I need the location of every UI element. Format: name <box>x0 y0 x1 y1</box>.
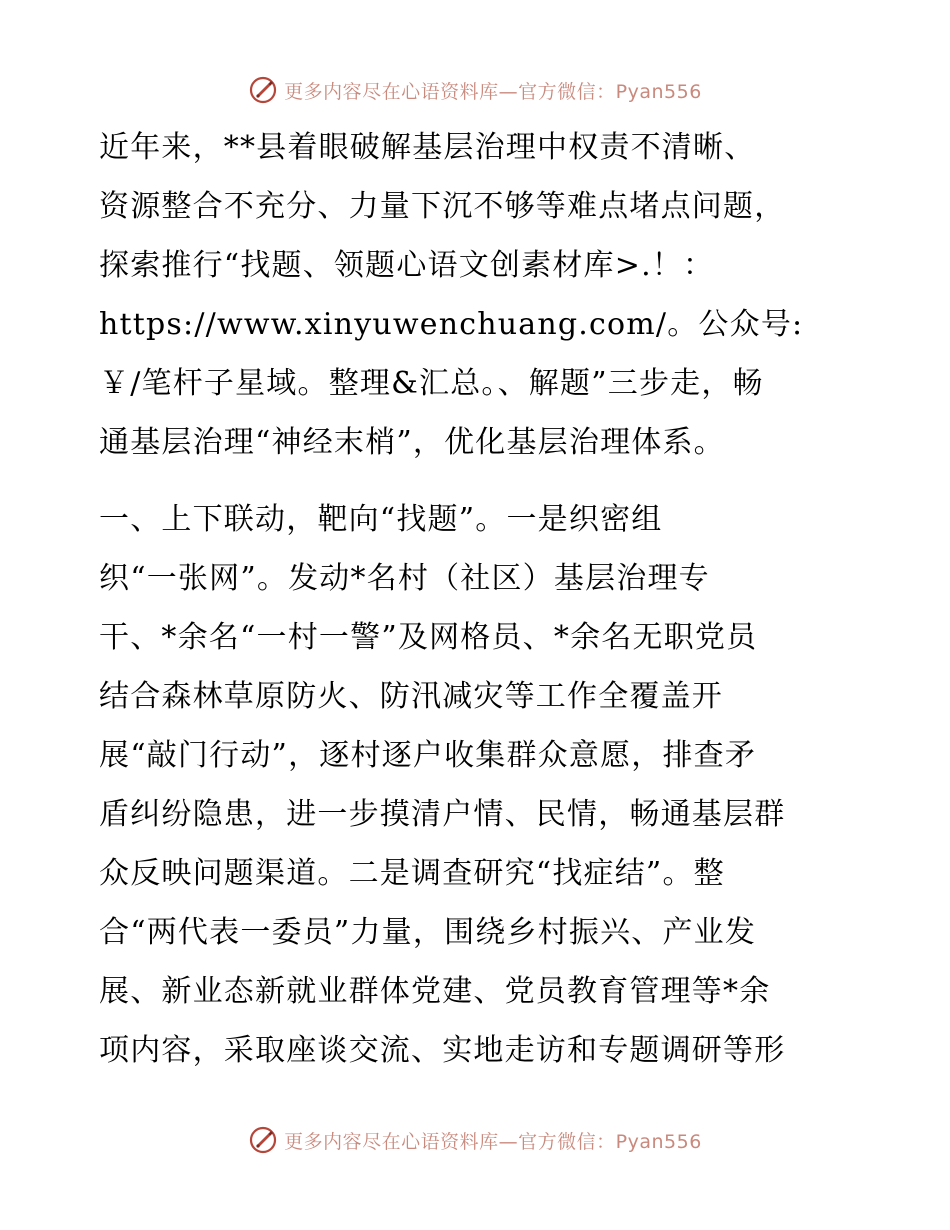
text-line: 展、新业态新就业群体党建、党员教育管理等*余 <box>99 974 771 1009</box>
text-line: 近年来，**县着眼破解基层治理中权责不清晰、 <box>99 130 756 165</box>
text-line: ￥/笔杆子星域。整理&汇总。、解题”三步走，畅 <box>99 366 764 401</box>
document-body <box>99 118 859 1080</box>
text-line: 合“两代表一委员”力量，围绕乡村振兴、产业发 <box>99 915 757 950</box>
text-line: 项内容，采取座谈交流、实地走访和专题调研等形 <box>99 1033 786 1068</box>
footer-banner-text: 更多内容尽在心语资料库—官方微信：Pyan556 <box>284 1130 702 1153</box>
header-banner <box>0 72 950 108</box>
text-line: 盾纠纷隐患，进一步摸清户情、民情，畅通基层群 <box>99 797 786 832</box>
text-line: https://www.xinyuwenchuang.com/。公众号: <box>99 307 804 342</box>
text-line: 通基层治理“神经末梢”，优化基层治理体系。 <box>99 425 725 460</box>
text-line: 众反映问题渠道。二是调查研究“找症结”。整 <box>99 856 725 891</box>
footer-banner <box>0 1122 950 1158</box>
text-line: 展“敲门行动”，逐村逐户收集群众意愿，排查矛 <box>99 738 757 773</box>
paragraph-2 <box>99 490 859 1080</box>
text-line: 结合森林草原防火、防汛减灾等工作全覆盖开 <box>99 679 723 714</box>
seal-logo-icon <box>248 75 278 105</box>
text-line: 资源整合不充分、力量下沉不够等难点堵点问题， <box>99 189 786 224</box>
paragraph-gap <box>99 472 859 490</box>
paragraph-1 <box>99 118 859 472</box>
text-line: 探索推行“找题、领题心语文创素材库>.！： <box>99 248 715 283</box>
text-line: 一、上下联动，靶向“找题”。一是织密组 <box>99 502 663 537</box>
seal-logo-icon <box>248 1125 278 1155</box>
header-banner-text: 更多内容尽在心语资料库—官方微信：Pyan556 <box>284 80 702 103</box>
text-line: 干、*余名“一村一警”及网格员、*余名无职党员 <box>99 620 758 655</box>
text-line: 织“一张网”。发动*名村（社区）基层治理专 <box>99 561 710 596</box>
